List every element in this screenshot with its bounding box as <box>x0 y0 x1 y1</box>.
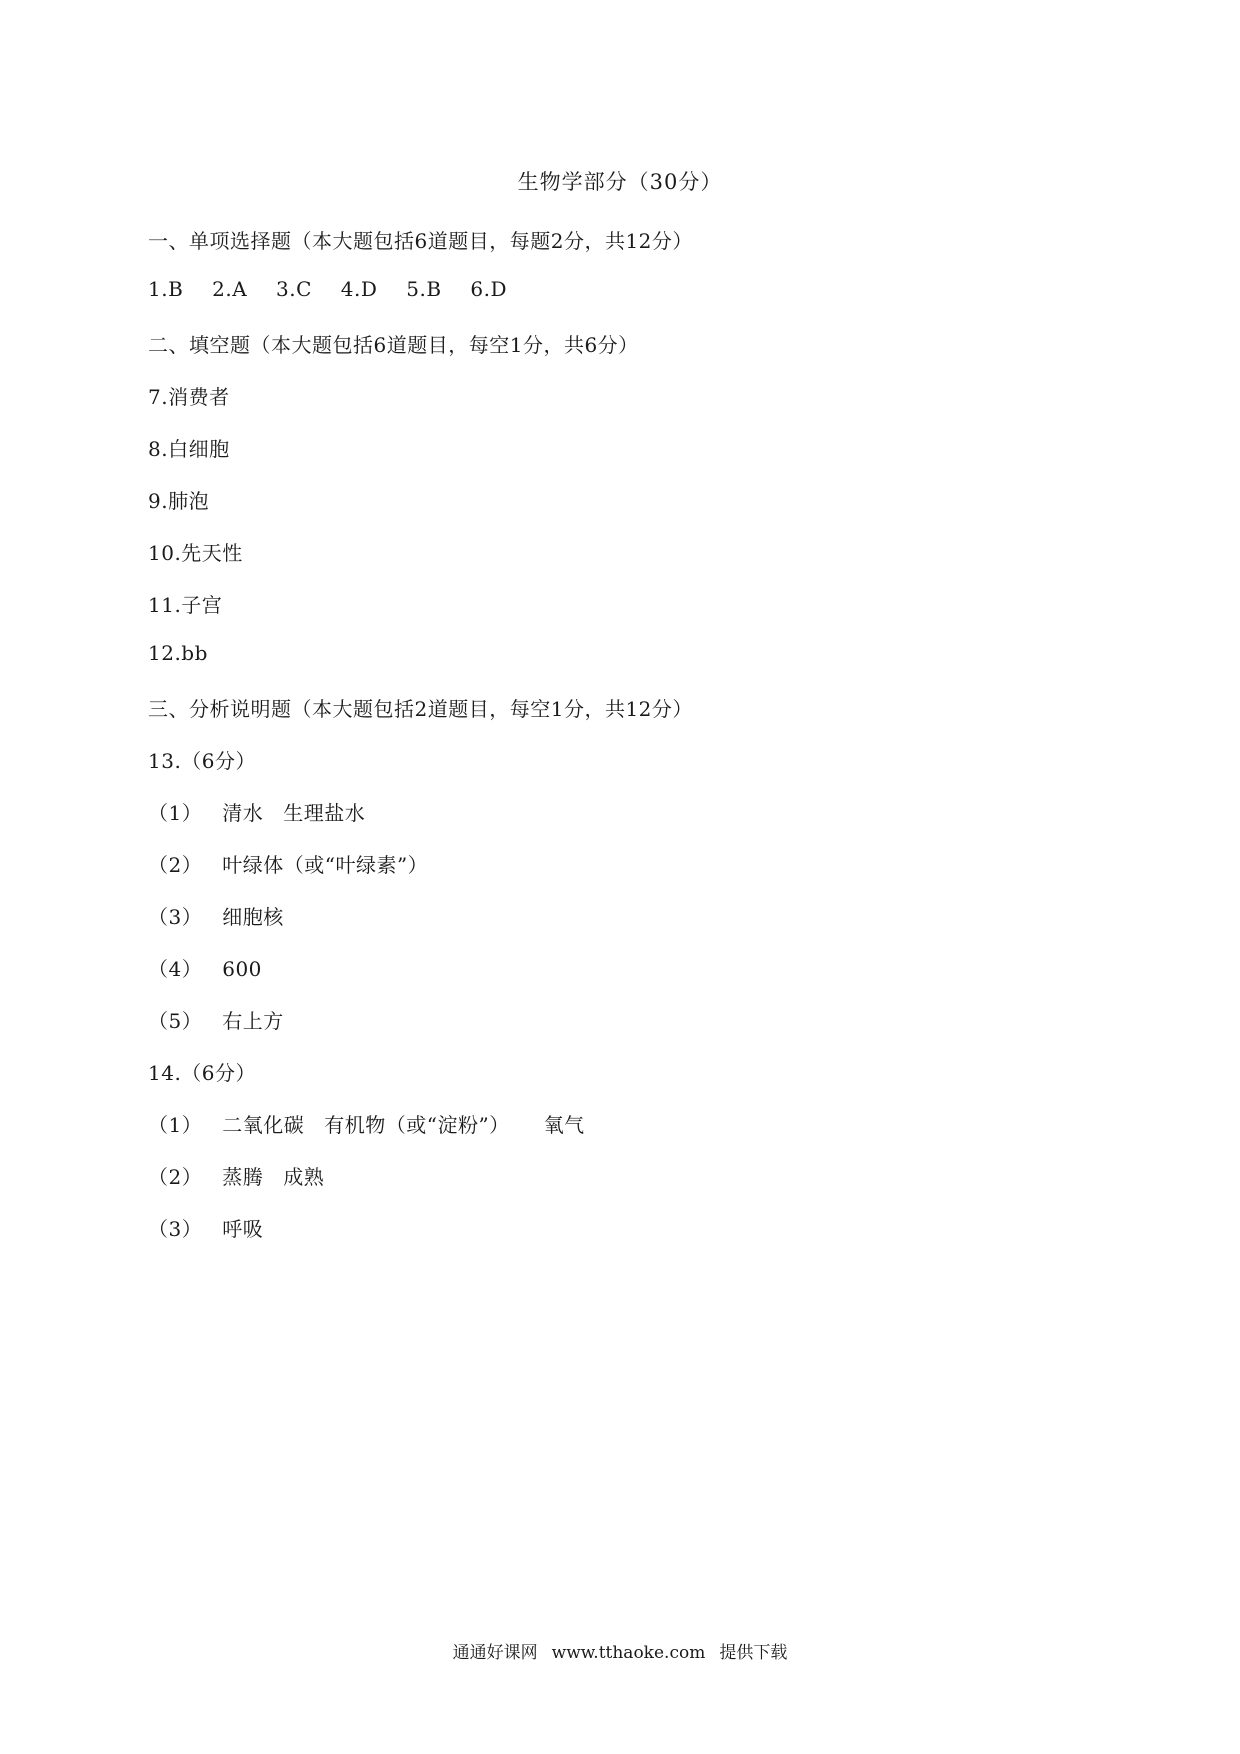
q14-part-2-answer-1: 蒸腾 <box>222 1165 264 1189</box>
fill-answer-8: 8.白细胞 <box>148 437 230 461</box>
answer-3: 3.C <box>276 277 312 301</box>
q13-part-3-num: （3） <box>148 905 203 929</box>
fill-answer-9: 9.肺泡 <box>148 489 210 513</box>
q13-part-2 <box>148 849 428 878</box>
fill-answer-10: 10.先天性 <box>148 541 243 565</box>
answer-2: 2.A <box>212 277 248 301</box>
page-footer <box>0 1638 1240 1663</box>
q14-part-3-answer-1: 呼吸 <box>222 1217 264 1241</box>
q14-part-1-answer-2: 有机物（或“淀粉”） <box>324 1113 510 1137</box>
q14-part-1-answer-3: 氧气 <box>543 1113 585 1137</box>
page-title: 生物学部分（30分） <box>517 170 723 194</box>
q13-part-4 <box>148 953 262 982</box>
q13-part-5-num: （5） <box>148 1009 203 1033</box>
q13-part-3-answer-1: 细胞核 <box>222 905 284 929</box>
q13-part-1-num: （1） <box>148 801 203 825</box>
footer-suffix: 提供下载 <box>719 1643 788 1663</box>
fill-answer-7: 7.消费者 <box>148 385 230 409</box>
section1-heading: 一、单项选择题（本大题包括6道题目，每题2分，共12分） <box>148 229 693 253</box>
q13-part-5 <box>148 1005 284 1034</box>
answer-6: 6.D <box>470 277 508 301</box>
q13-part-1-answer-2: 生理盐水 <box>283 801 366 825</box>
q13-part-1-answer-1: 清水 <box>222 801 264 825</box>
question-14-label: 14.（6分） <box>148 1061 257 1085</box>
answer-1: 1.B <box>148 277 184 301</box>
section3-heading: 三、分析说明题（本大题包括2道题目，每空1分，共12分） <box>148 697 693 721</box>
q13-part-5-answer-1: 右上方 <box>222 1009 284 1033</box>
q13-part-3 <box>148 901 284 930</box>
q14-part-2 <box>148 1161 324 1190</box>
q14-part-2-answer-2: 成熟 <box>283 1165 325 1189</box>
q13-part-1 <box>148 797 365 826</box>
fill-answer-11: 11.子宫 <box>148 593 223 617</box>
q14-part-2-num: （2） <box>148 1165 203 1189</box>
q13-part-4-num: （4） <box>148 957 203 981</box>
q14-part-3-num: （3） <box>148 1217 203 1241</box>
question-13-label: 13.（6分） <box>148 749 257 773</box>
q14-part-1-answer-1: 二氧化碳 <box>222 1113 305 1137</box>
answer-4: 4.D <box>340 277 378 301</box>
q14-part-1 <box>148 1109 585 1138</box>
fill-answer-12: 12.bb <box>148 641 208 665</box>
footer-url-link[interactable]: www.tthaoke.com <box>551 1643 706 1663</box>
q13-part-4-answer-1: 600 <box>222 957 262 981</box>
section1-answers <box>148 277 529 301</box>
footer-site-name: 通通好课网 <box>452 1643 538 1663</box>
q14-part-3 <box>148 1213 263 1242</box>
answer-5: 5.B <box>406 277 442 301</box>
section2-heading: 二、填空题（本大题包括6道题目，每空1分，共6分） <box>148 333 639 357</box>
q13-part-2-num: （2） <box>148 853 203 877</box>
q13-part-2-answer-1: 叶绿体（或“叶绿素”） <box>222 853 429 877</box>
q14-part-1-num: （1） <box>148 1113 203 1137</box>
